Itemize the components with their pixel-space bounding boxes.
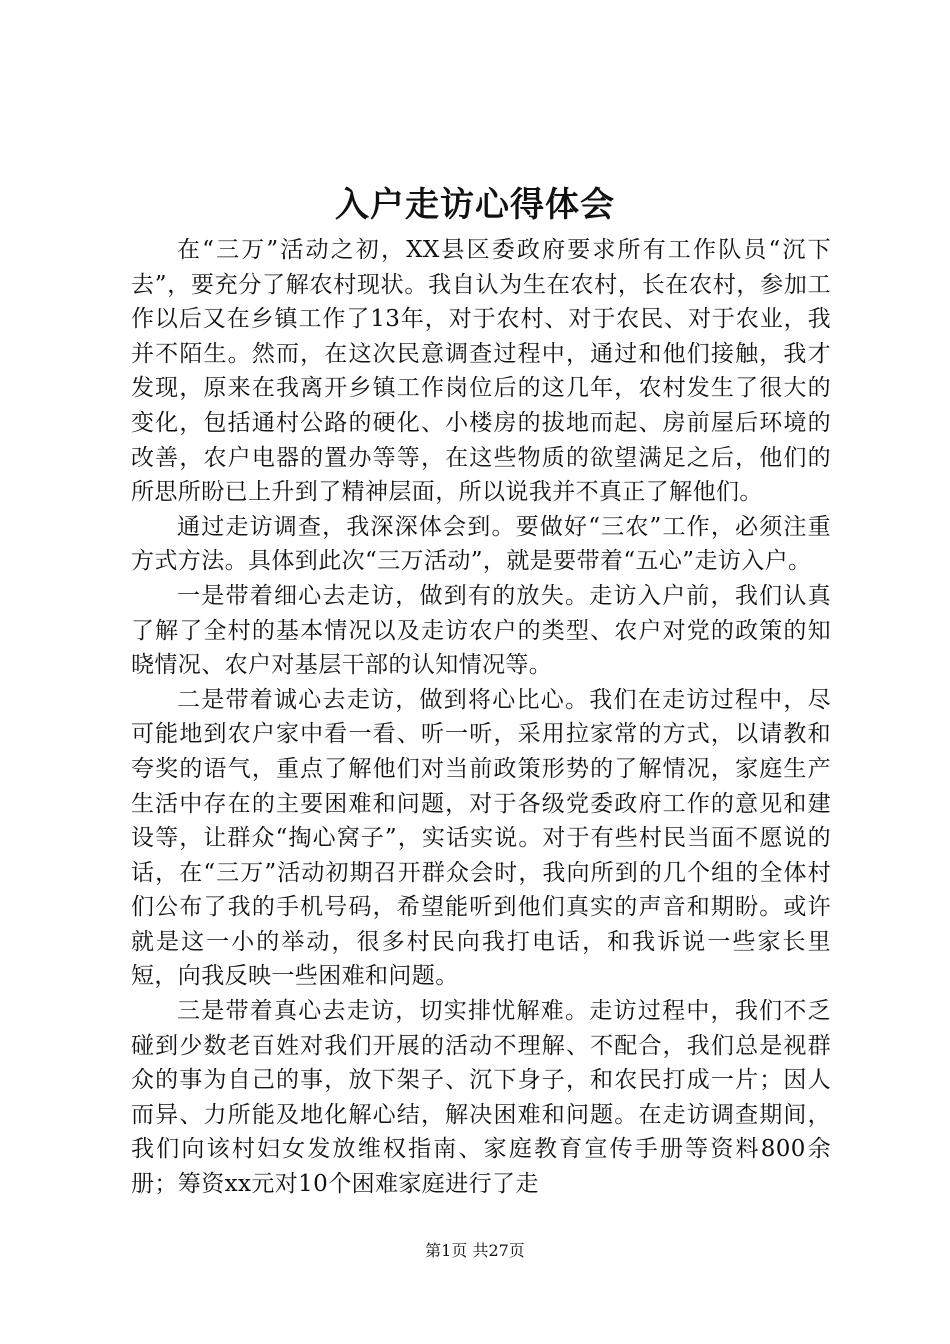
document-title: 入户走访心得体会 xyxy=(335,185,615,225)
page-footer: 第1页 共27页 xyxy=(425,1241,525,1260)
paragraph-method: 通过走访调查，我深深体会到。要做好“三农”工作，必须注重方式方法。具体到此次“三万活动”，就是要带着“五心”走访入户。 xyxy=(131,513,831,575)
paragraph-point-three: 三是带着真心去走访，切实排忧解难。走访过程中，我们不乏碰到少数老百姓对我们开展的活动不理解、不配合，我们总是视群众的事为自己的事，放下架子、沉下身子，和农民打成一片；因人而异、力所能及地化解心结，解决困难和问题。在走访调查期间，我们向该村妇女发放维权指南、家庭教育宣传手册等资料800余册；筹资xx元对10个困难家庭进行了走 xyxy=(131,998,831,1198)
paragraph-point-two: 二是带着诚心去走访，做到将心比心。我们在走访过程中，尽可能地到农户家中看一看、听一听，采用拉家常的方式，以请教和夸奖的语气，重点了解他们对当前政策形势的了解情况，家庭生产生活中存在的主要困难和问题，对于各级党委政府工作的意见和建设等，让群众“掏心窝子”，实话实说。对于有些村民当面不愿说的话，在“三万”活动初期召开群众会时，我向所到的几个组的全体村们公布了我的手机号码，希望能听到他们真实的声音和期盼。或许就是这一小的举动，很多村民向我打电话，和我诉说一些家长里短，向我反映一些困难和问题。 xyxy=(131,686,831,990)
document-body xyxy=(131,233,831,1202)
paragraph-point-one: 一是带着细心去走访，做到有的放失。走访入户前，我们认真了解了全村的基本情况以及走访农户的类型、农户对党的政策的知晓情况、农户对基层干部的认知情况等。 xyxy=(131,582,831,679)
paragraph-intro: 在“三万”活动之初，XX县区委政府要求所有工作队员“沉下去”，要充分了解农村现状。我自认为生在农村，长在农村，参加工作以后又在乡镇工作了13年，对于农村、对于农民、对于农业，我并不陌生。然而，在这次民意调查过程中，通过和他们接触，我才发现，原来在我离开乡镇工作岗位后的这几年，农村发生了很大的变化，包括通村公路的硬化、小楼房的拔地而起、房前屋后环境的改善，农户电器的置办等等，在这些物质的欲望满足之后，他们的所思所盼已上升到了精神层面，所以说我并不真正了解他们。 xyxy=(131,237,831,506)
